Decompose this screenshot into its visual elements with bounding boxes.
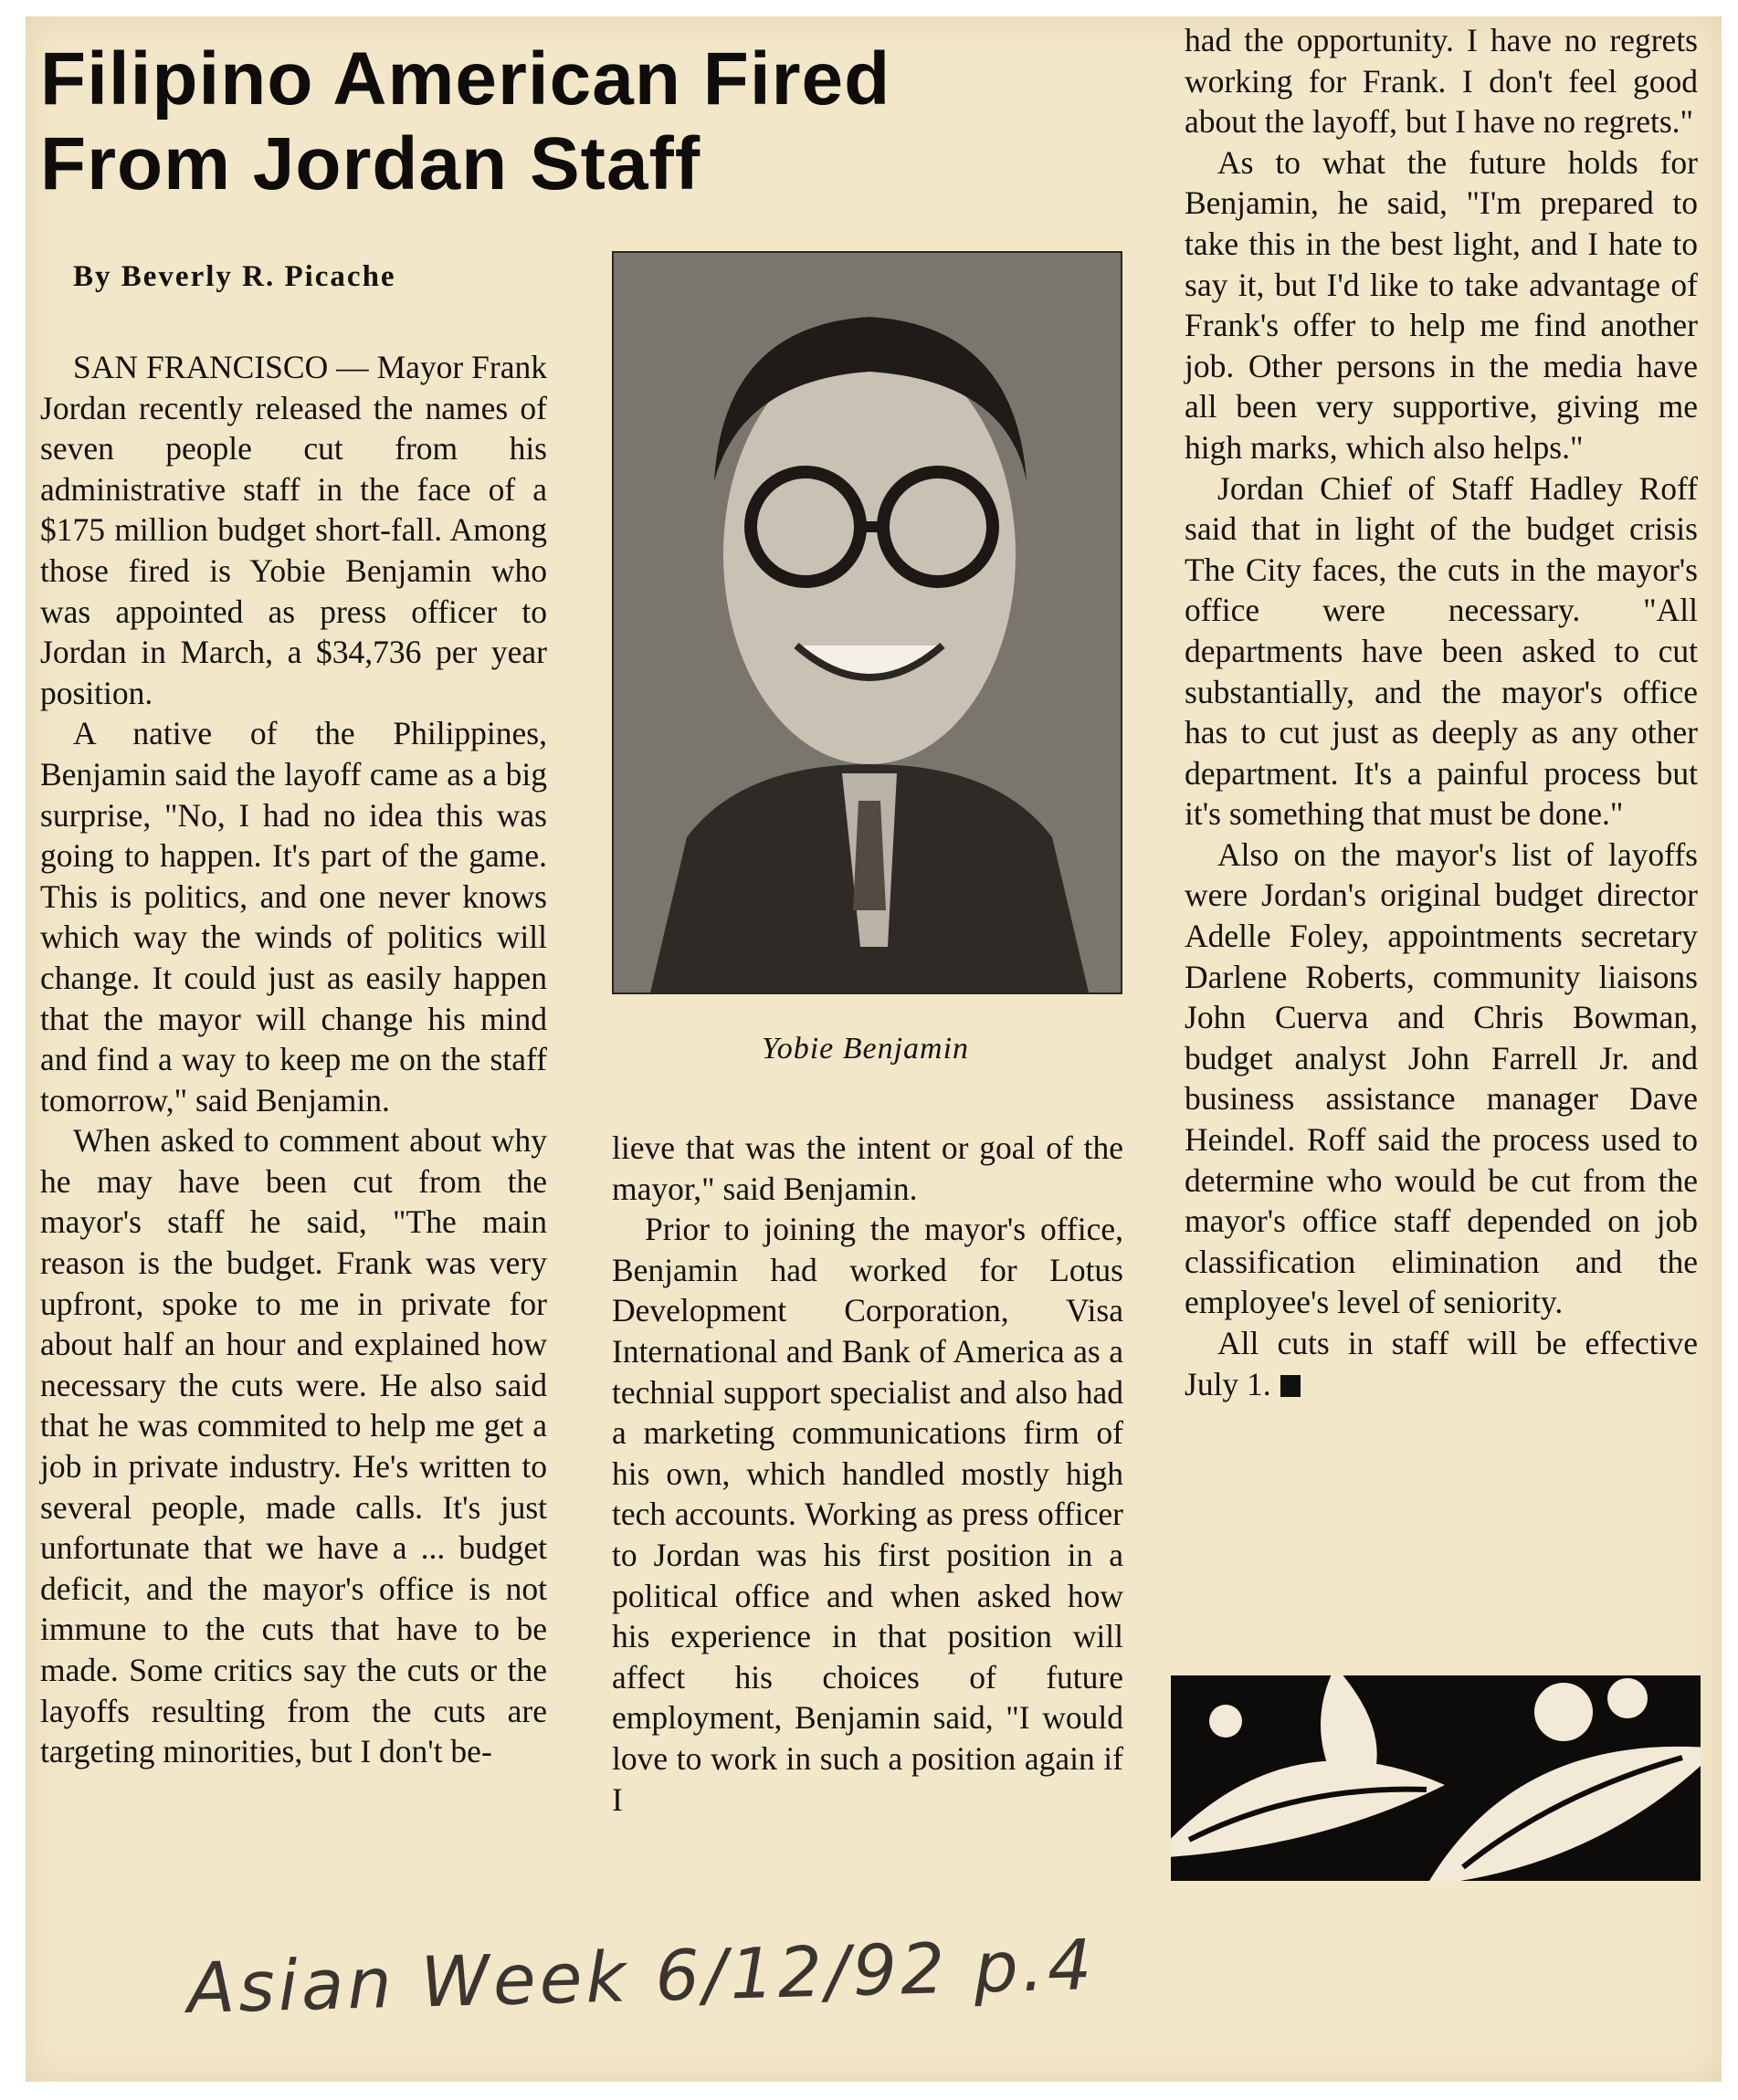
decorative-leaf-ornament [1171,1675,1701,1881]
headline [40,37,1154,206]
paragraph: Prior to joining the mayor's office, Benjamin had worked for Lotus Development Corporation, Visa International and Bank of America as a technial support specialist and also had a marketing communications firm of his own, which handled mostly high tech accounts. Working as press officer to Jordan was his first position in a political office and when asked how his experience in that position will affect his choices of future employment, Benjamin said, "I would love to work in such a position again if I [612,1211,1123,1818]
paragraph-final-text: All cuts in staff will be effective July 1. [1185,1325,1698,1402]
paragraph: Jordan Chief of Staff Hadley Roff said that in light of the budget crisis The City faces, the cuts in the mayor's office were necessary. "All departments have been asked to cut substantially, and the mayor's office has to cut just as deeply as any other department. It's a painful process but it's something that must be done." [1185,469,1698,833]
end-mark-icon [1280,1375,1301,1397]
paragraph: had the opportunity. I have no regrets working for Frank. I don't feel good about the layoff, but I have no regrets." [1185,22,1698,141]
article-column-3 [1185,20,1698,1404]
handwritten-note: Asian Week 6/12/92 p.4 [186,1924,1097,2029]
leaf-pattern-icon [1171,1675,1701,1881]
paragraph: lieve that was the intent or goal of the mayor," said Benjamin. [612,1129,1123,1207]
paragraph: When asked to comment about why he may have been cut from the mayor's staff he said, "The main reason is the budget. Frank was very upfront, spoke to me in private for about half an hour and explained how necessary the cuts were. He also said that he was commited to help me get a job in private industry. He's written to several people, made calls. It's just unfortunate that we have a ... budget deficit, and the mayor's office is not immune to the cuts that have to be made. Some critics say the cuts or the layoffs resulting from the cuts are targeting minorities, but I don't be- [40,1122,547,1770]
photo-caption: Yobie Benjamin [761,1032,970,1066]
paragraph-final [1185,1323,1698,1404]
paragraph: A native of the Philippines, Benjamin said the layoff came as a big surprise, "No, I had no idea this was going to happen. It's part of the game. This is politics, and one never knows which way the winds of politics will change. It could just as easily happen that the mayor will change his mind and find a way to keep me on the staff tomorrow," said Benjamin. [40,715,547,1118]
article-column-2 [612,1128,1123,1820]
portrait-illustration [614,253,1121,992]
paragraph: Also on the mayor's list of layoffs were Jordan's original budget director Adelle Foley, appointments secretary Darlene Roberts, community liaisons John Cuerva and Chris Bowman, budget analyst John Farrell Jr. and business assistance manager Dave Heindel. Roff said the process used to determine who would be cut from the mayor's office staff depended on job classification elimination and the employee's level of seniority. [1185,835,1698,1321]
article-column-1 [40,347,547,1772]
paragraph: SAN FRANCISCO — Mayor Frank Jordan recently released the names of seven people cut from his administrative staff in the face of a $175 million budget short-fall. Among those fired is Yobie Benjamin who was appointed as press officer to Jordan in March, a $34,736 per year position. [40,349,547,711]
headline-line-1: Filipino American Fired [40,37,891,121]
headline-line-2: From Jordan Staff [40,122,701,205]
portrait-photo [612,251,1122,994]
paragraph: As to what the future holds for Benjamin, he said, "I'm prepared to take this in the best light, and I hate to say it, but I'd like to take advantage of Frank's offer to help me find another job. Other persons in the media have all been very supportive, giving me high marks, which also helps." [1185,143,1698,466]
byline: By Beverly R. Picache [73,260,396,293]
